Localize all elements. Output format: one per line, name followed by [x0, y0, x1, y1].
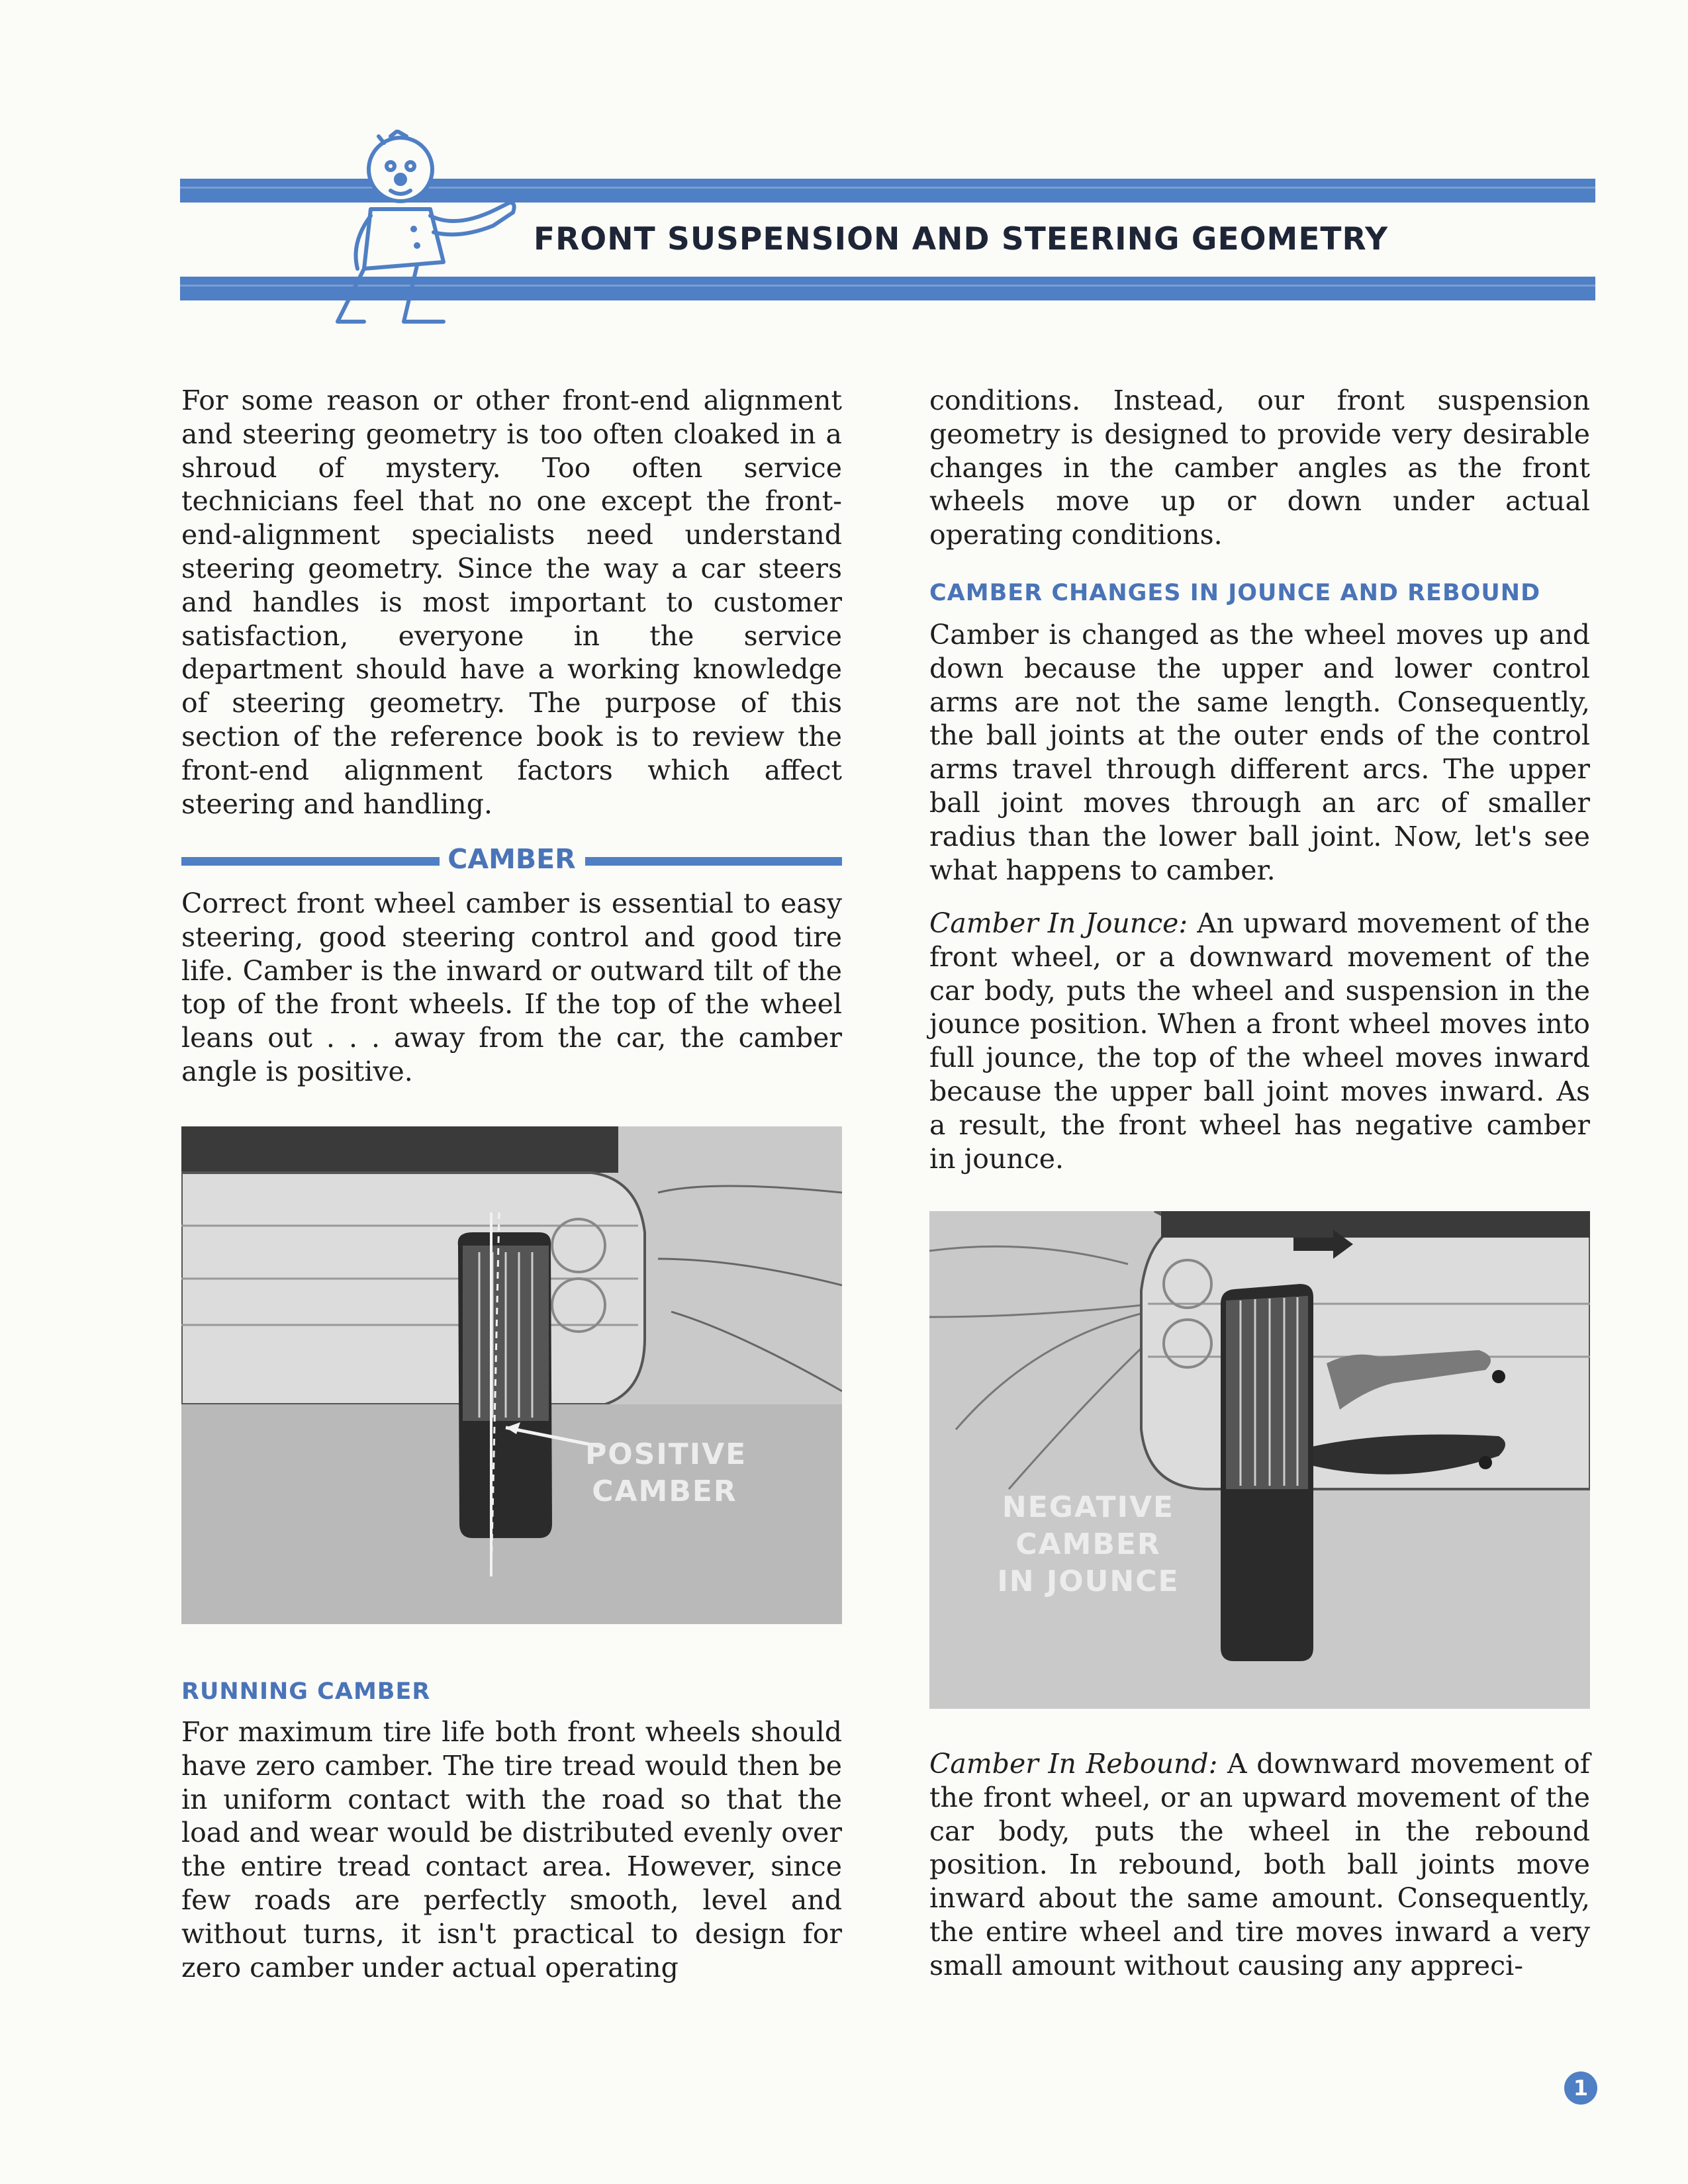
jounce-intro-section	[929, 618, 1590, 887]
intro-paragraph: For some reason or other front-end alignment and steering geometry is too often cloaked in a shroud of mystery. Too often service technicians feel that no one except the front-end-alignment specialists need understand steering geometry. Since the way a car steers and handles is most important to customer satisfaction, everyone in the service department should have a working knowledge of steering geometry. The purpose of this section of the reference book is to review the front-end alignment factors which affect steering and handling.	[181, 385, 842, 820]
rebound-text: A downward movement of the front wheel, or an upward movement of the car body, puts the wheel in the rebound position. In rebound, both ball joints move inward about the same amount. Consequently, the entire wheel and tire moves inward a very small amount without causing any appreci-	[929, 1748, 1590, 1981]
jounce-intro-paragraph: Camber is changed as the wheel moves up and down because the upper and lower control arms are not the same length. Consequently, the ball joints at the outer ends of the control arms travel through different arcs. The upper ball joint moves through an arc of smaller radius than the lower ball joint. Now, let's see what happens to camber.	[929, 619, 1590, 886]
rebound-lead: Camber In Rebound:	[929, 1748, 1218, 1780]
right-column	[929, 384, 1590, 552]
page-title: FRONT SUSPENSION AND STEERING GEOMETRY	[534, 221, 1389, 257]
positive-camber-illustration	[181, 1126, 842, 1624]
negative-camber-label: NEGATIVE CAMBER IN JOUNCE	[997, 1490, 1180, 1598]
camber-heading: CAMBER	[447, 843, 576, 875]
running-camber-paragraph: For maximum tire life both front wheels should have zero camber. The tire tread would then be in uniform contact with the road so that the load and wear would be distributed evenly over the entire tread contact area. However, since few roads are perfectly smooth, level and without turns, it isn't practical to design for zero camber under actual operating	[181, 1716, 842, 1983]
running-camber-heading: RUNNING CAMBER	[181, 1678, 431, 1705]
rebound-paragraph	[929, 1747, 1590, 1983]
jounce-section	[929, 907, 1590, 1175]
positive-camber-figure	[181, 1126, 842, 1624]
jounce-paragraph	[929, 907, 1590, 1175]
jounce-rebound-heading: CAMBER CHANGES IN JOUNCE AND REBOUND	[929, 580, 1541, 606]
page-number: 1	[1564, 2071, 1597, 2105]
jounce-text: An upward movement of the front wheel, or a downward movement of the car body, puts the wheel and suspension in the jounce position. When a front wheel moves into full jounce, the top of the wheel moves inward because the upper ball joint moves inward. As a result, the front wheel has negative camber in jounce.	[929, 907, 1590, 1175]
jounce-lead: Camber In Jounce:	[929, 907, 1188, 939]
continuation-paragraph: conditions. Instead, our front suspension geometry is designed to provide very desirable changes in the camber angles as the front wheels move up or down under actual operating conditions.	[929, 385, 1590, 551]
reddy-mascot-icon	[291, 130, 549, 335]
camber-paragraph: Correct front wheel camber is essential to easy steering, good steering control and good tire life. Camber is the inward or outward tilt of the top of the front wheels. If the top of the wheel leans out . . . away from the car, the camber angle is positive.	[181, 887, 842, 1087]
running-camber-section	[181, 1715, 842, 1984]
positive-camber-label: POSITIVE CAMBER	[585, 1437, 747, 1508]
negative-camber-illustration	[929, 1211, 1590, 1709]
negative-camber-figure	[929, 1211, 1590, 1709]
camber-section	[181, 887, 842, 1089]
left-column	[181, 384, 842, 821]
rebound-section	[929, 1747, 1590, 1983]
camber-rule-left	[181, 857, 440, 866]
camber-rule-right	[585, 857, 842, 866]
